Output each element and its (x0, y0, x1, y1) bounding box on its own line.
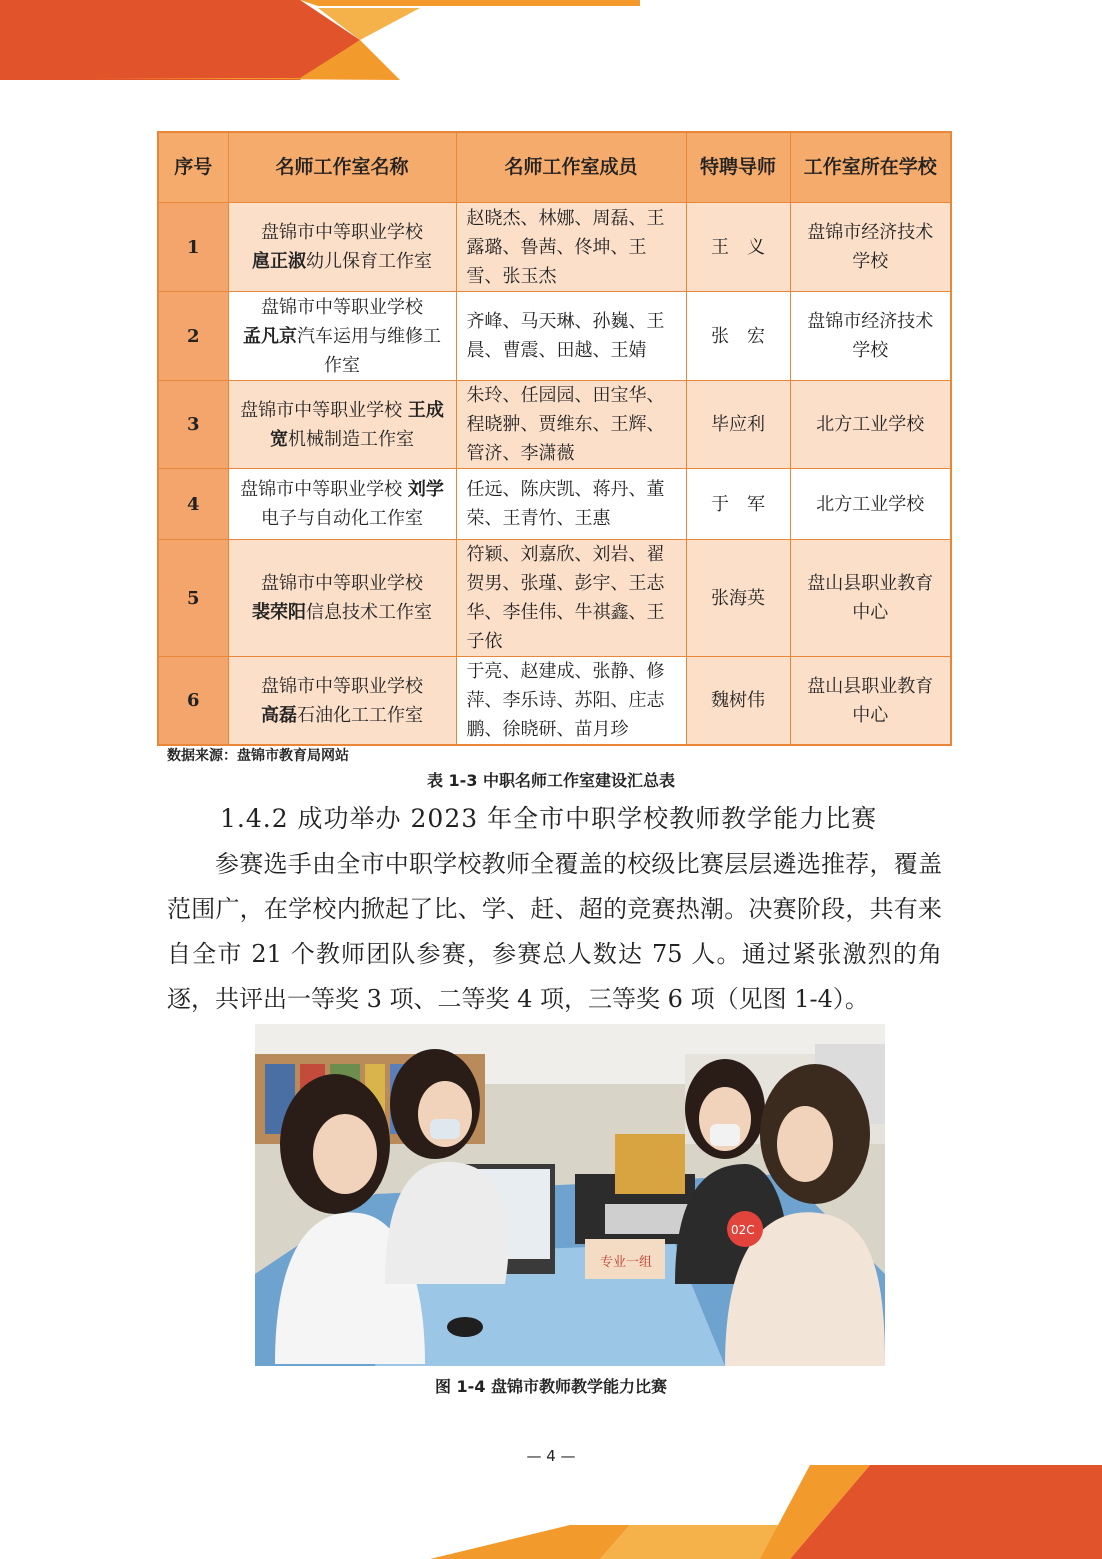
row-members: 符颖、刘嘉欣、刘岩、翟贺男、张瑾、彭宇、王志华、李佳伟、牛祺鑫、王子依 (456, 540, 686, 657)
row-mentor: 毕应利 (686, 381, 790, 469)
row-studio-name: 盘锦市中等职业学校 高磊石油化工工作室 (228, 657, 456, 746)
row-mentor: 于 军 (686, 469, 790, 540)
data-source: 数据来源：盘锦市教育局网站 (167, 748, 349, 764)
row-index: 3 (158, 381, 228, 469)
row-school: 北方工业学校 (790, 381, 951, 469)
row-studio-name: 盘锦市中等职业学校 刘学电子与自动化工作室 (228, 469, 456, 540)
row-mentor: 张 宏 (686, 292, 790, 381)
row-mentor: 王 义 (686, 203, 790, 292)
table-row (158, 657, 951, 746)
row-school: 盘山县职业教育中心 (790, 657, 951, 746)
row-school: 盘锦市经济技术学校 (790, 203, 951, 292)
row-index: 2 (158, 292, 228, 381)
col-header-index: 序号 (158, 132, 228, 203)
col-header-school: 工作室所在学校 (790, 132, 951, 203)
page-number: — 4 — (526, 1447, 576, 1465)
section-heading: 1.4.2 成功举办 2023 年全市中职学校教师教学能力比赛 (220, 804, 878, 833)
row-index: 4 (158, 469, 228, 540)
row-studio-name: 盘锦市中等职业学校 裴荣阳信息技术工作室 (228, 540, 456, 657)
col-header-name: 名师工作室名称 (228, 132, 456, 203)
row-members: 齐峰、马天琳、孙巍、王晨、曹震、田越、王婧 (456, 292, 686, 381)
table-row (158, 469, 951, 540)
row-studio-name: 盘锦市中等职业学校 扈正淑幼儿保育工作室 (228, 203, 456, 292)
row-studio-name: 盘锦市中等职业学校 孟凡京汽车运用与维修工作室 (228, 292, 456, 381)
table-caption: 表 1-3 中职名师工作室建设汇总表 (426, 771, 676, 790)
header-decoration (0, 0, 640, 80)
footer-decoration (430, 1465, 1102, 1559)
row-school: 盘锦市经济技术学校 (790, 292, 951, 381)
row-index: 1 (158, 203, 228, 292)
row-members: 于亮、赵建成、张静、修萍、李乐诗、苏阳、庄志鹏、徐晓研、苗月珍 (456, 657, 686, 746)
badge-text: 02C (731, 1223, 755, 1237)
row-members: 朱玲、任园园、田宝华、程晓翀、贾维东、王辉、管济、李潇薇 (456, 381, 686, 469)
row-members: 赵晓杰、林娜、周磊、王露璐、鲁茜、佟坤、王雪、张玉杰 (456, 203, 686, 292)
competition-photo (255, 1024, 885, 1366)
desk-sign-text: 专业一组 (600, 1255, 653, 1270)
table-header-row (158, 132, 951, 203)
row-mentor: 魏树伟 (686, 657, 790, 746)
table-row (158, 540, 951, 657)
row-studio-name: 盘锦市中等职业学校 王成宽机械制造工作室 (228, 381, 456, 469)
row-members: 任远、陈庆凯、蒋丹、董荣、王青竹、王惠 (456, 469, 686, 540)
row-school: 盘山县职业教育中心 (790, 540, 951, 657)
table-row (158, 203, 951, 292)
table-row (158, 381, 951, 469)
row-mentor: 张海英 (686, 540, 790, 657)
table-row (158, 292, 951, 381)
row-school: 北方工业学校 (790, 469, 951, 540)
studio-table (157, 131, 952, 746)
col-header-members: 名师工作室成员 (456, 132, 686, 203)
row-index: 6 (158, 657, 228, 746)
row-index: 5 (158, 540, 228, 657)
col-header-mentor: 特聘导师 (686, 132, 790, 203)
body-paragraph: 参赛选手由全市中职学校教师全覆盖的校级比赛层层遴选推荐，覆盖范围广，在学校内掀起了比、学、赶、超的竞赛热潮。决赛阶段，共有来自全市 21 个教师团队参赛，参赛总人数达 75 人。通过紧张激烈的角逐，共评出一等奖 3 项、二等奖 4 项，三等奖 6 项（见图 1-4）。 (167, 850, 942, 1013)
figure-caption: 图 1-4 盘锦市教师教学能力比赛 (434, 1377, 668, 1396)
